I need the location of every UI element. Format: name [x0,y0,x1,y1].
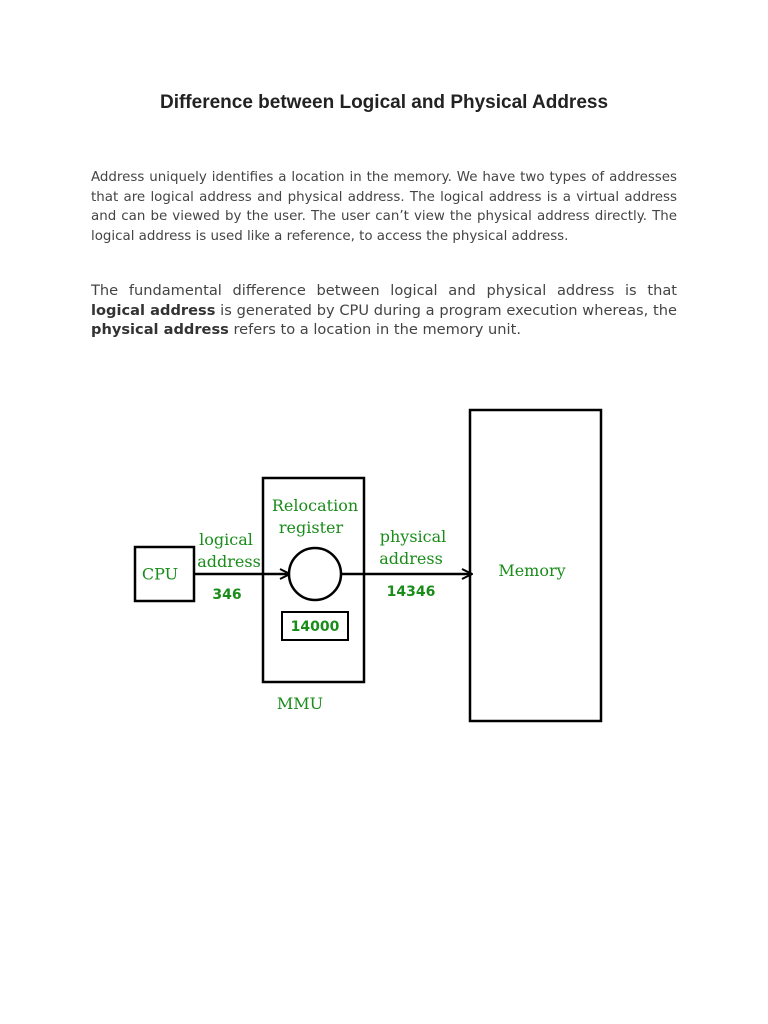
difference-text-part1: The fundamental difference between logical and physical address is that [91,282,677,299]
difference-text-part3: refers to a location in the memory unit. [228,321,521,338]
logical-label-line1: logical [199,530,253,549]
logical-label-line2: address [197,552,261,571]
relocation-label-line2: register [278,518,344,537]
physical-address-value: 14346 [386,584,436,600]
cpu-label: CPU [141,564,179,584]
logical-address-value: 346 [212,587,242,603]
relocation-label-line1: Relocation [271,496,359,515]
physical-address-bold: physical address [91,321,229,338]
physical-label-line1: physical [379,527,447,546]
memory-label: Memory [498,561,566,580]
logical-address-bold: logical address [91,301,216,319]
intro-paragraph: Address uniquely identifies a location in the memory. We have two types of addresses that are logical address and physical address. The logical address is a virtual address and can be viewed by the user. The user can’t view the physical address directly. The logical address is used like a reference, to access the physical address. [91,170,677,244]
relocation-register-value: 14000 [290,619,340,635]
mmu-label: MMU [276,694,324,713]
physical-label-line2: address [379,549,443,568]
relocation-adder-circle [289,548,341,600]
difference-text-part2: is generated by CPU during a program execution whereas, the [215,301,677,319]
page-title: Difference between Logical and Physical Address [159,92,609,113]
